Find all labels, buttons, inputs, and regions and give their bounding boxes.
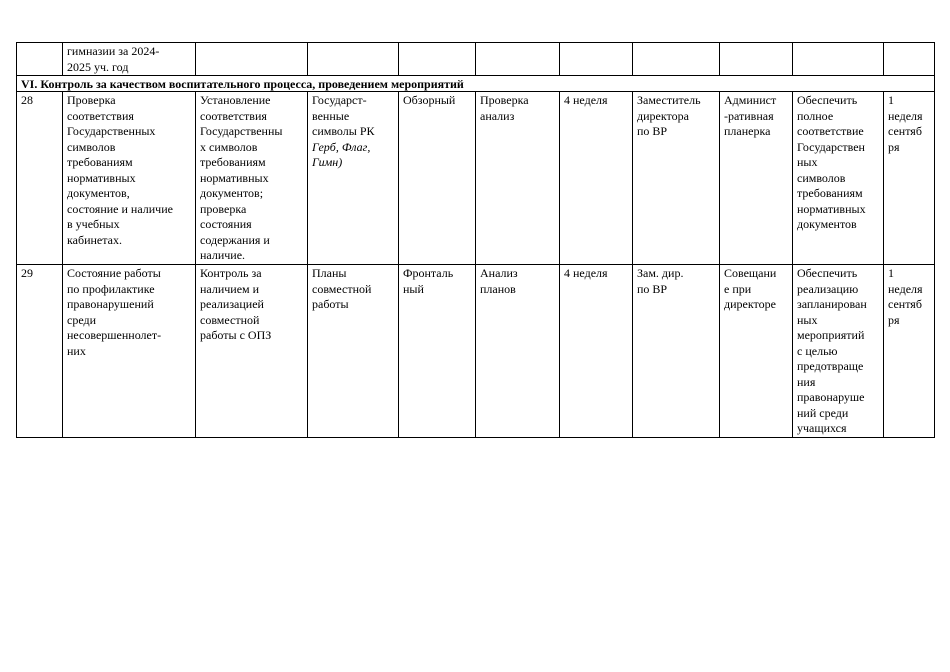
cell-line: Анализ bbox=[480, 266, 518, 280]
cell-line: х символов bbox=[200, 139, 258, 154]
cell-period bbox=[560, 265, 633, 438]
cell-line: директоре bbox=[724, 297, 776, 311]
cell-line: ных bbox=[797, 312, 818, 327]
cell-line: содержания и bbox=[200, 232, 270, 247]
cell-line: Установление bbox=[200, 93, 271, 107]
cell-line: мероприятий bbox=[797, 328, 865, 342]
cell-result bbox=[793, 265, 884, 438]
cell-line: Герб, Флаг, bbox=[312, 139, 371, 154]
cell-line: директора bbox=[637, 108, 689, 123]
cell-line: Обеспечить bbox=[797, 266, 858, 280]
cell-line: ний среди bbox=[797, 405, 849, 420]
cell-line: проверка bbox=[200, 201, 247, 216]
cell-type bbox=[399, 265, 476, 438]
cell-line: кабинетах. bbox=[67, 232, 122, 247]
cell-goal bbox=[196, 265, 308, 438]
cell-responsible bbox=[633, 92, 720, 265]
cell-line: среди bbox=[67, 312, 97, 327]
cell-date bbox=[884, 43, 935, 76]
cell-line: нормативных bbox=[797, 201, 866, 216]
cell-line: символы РК bbox=[312, 124, 375, 138]
cell-subject bbox=[63, 92, 196, 265]
cell-date bbox=[884, 92, 935, 265]
cell-date bbox=[884, 265, 935, 438]
cell-line: предотвраще bbox=[797, 359, 864, 373]
cell-type bbox=[399, 92, 476, 265]
cell-line: 1 bbox=[888, 93, 894, 107]
cell-method bbox=[476, 92, 560, 265]
cell-review bbox=[720, 92, 793, 265]
cell-review bbox=[720, 43, 793, 76]
table-row-28 bbox=[17, 92, 935, 265]
cell-line: Заместитель bbox=[637, 93, 701, 107]
cell-line: Проверка bbox=[480, 93, 529, 107]
cell-line: Совещани bbox=[724, 266, 777, 280]
cell-result bbox=[793, 92, 884, 265]
cell-period bbox=[560, 92, 633, 265]
cell-result bbox=[793, 43, 884, 76]
cell-line: сентяб bbox=[888, 124, 922, 138]
cell-line: 4 неделя bbox=[564, 93, 608, 107]
cell-line: Зам. дир. bbox=[637, 266, 684, 280]
cell-line: наличие. bbox=[200, 248, 246, 262]
cell-line: венные bbox=[312, 108, 350, 123]
cell-line: Обзорный bbox=[403, 93, 456, 107]
cell-line: соответствия bbox=[67, 108, 134, 123]
cell-goal bbox=[196, 92, 308, 265]
object-italic-text bbox=[312, 140, 394, 171]
object-text bbox=[312, 93, 394, 140]
cell-line: Обеспечить bbox=[797, 93, 858, 107]
cell-line: работы с ОПЗ bbox=[200, 328, 272, 342]
cell-num: 28 bbox=[17, 92, 63, 265]
cell-line: 4 неделя bbox=[564, 266, 608, 280]
cell-line: требованиям bbox=[67, 155, 133, 169]
cell-line: документов; bbox=[200, 186, 264, 200]
cell-subject: гимназии за 2024- 2025 уч. год bbox=[63, 43, 196, 76]
cell-line: запланирован bbox=[797, 297, 867, 311]
cell-line: Государственны bbox=[200, 124, 283, 138]
cell-line: ря bbox=[888, 139, 900, 154]
cell-line: Фронталь bbox=[403, 266, 454, 280]
cell-line: неделя bbox=[888, 108, 923, 123]
cell-line: требованиям bbox=[200, 155, 266, 169]
cell-line: Контроль за bbox=[200, 266, 262, 280]
cell-line: требованиям bbox=[797, 186, 863, 200]
cell-line: ных bbox=[797, 155, 818, 169]
cell-subject bbox=[63, 265, 196, 438]
cell-method bbox=[476, 265, 560, 438]
cell-line: Государствен bbox=[797, 139, 865, 154]
cell-line: нормативных bbox=[200, 170, 269, 185]
cell-goal bbox=[196, 43, 308, 76]
cell-line: Планы bbox=[312, 266, 347, 280]
control-plan-table bbox=[16, 42, 935, 438]
cell-line: ный bbox=[403, 281, 424, 296]
cell-line: несовершеннолет- bbox=[67, 328, 162, 342]
cell-line: правонаруше bbox=[797, 390, 865, 404]
cell-line: сентяб bbox=[888, 297, 922, 311]
cell-line: Проверка bbox=[67, 93, 116, 107]
cell-line: с целью bbox=[797, 343, 838, 358]
cell-review bbox=[720, 265, 793, 438]
cell-line: документов, bbox=[67, 186, 130, 200]
cell-line: работы bbox=[312, 297, 349, 311]
cell-line: по ВР bbox=[637, 124, 668, 138]
cell-object bbox=[308, 265, 399, 438]
cell-responsible bbox=[633, 43, 720, 76]
cell-object bbox=[308, 92, 399, 265]
cell-line: символов bbox=[67, 139, 116, 154]
section-title: VI. Контроль за качеством воспитательного процесса, проведением мероприятий bbox=[17, 76, 935, 92]
document-page bbox=[16, 42, 934, 438]
cell-line: Государственных bbox=[67, 124, 156, 138]
cell-line: полное bbox=[797, 108, 834, 123]
cell-line: реализацию bbox=[797, 281, 859, 296]
cell-line: ря bbox=[888, 312, 900, 327]
cell-line: -ративная bbox=[724, 108, 774, 123]
cell-line: анализ bbox=[480, 108, 515, 123]
cell-line: 1 bbox=[888, 266, 894, 280]
cell-num bbox=[17, 43, 63, 76]
table-row-continuation bbox=[17, 43, 935, 76]
cell-line: соответствия bbox=[200, 108, 267, 123]
cell-object bbox=[308, 43, 399, 76]
cell-line: символов bbox=[797, 170, 846, 185]
cell-line: неделя bbox=[888, 281, 923, 296]
cell-line: Государст- bbox=[312, 93, 367, 107]
cell-line: документов bbox=[797, 217, 857, 231]
cell-line: планерка bbox=[724, 124, 771, 138]
cell-line: по профилактике bbox=[67, 281, 155, 296]
cell-line: правонарушений bbox=[67, 297, 154, 311]
cell-line: нормативных bbox=[67, 170, 136, 185]
table-row-29 bbox=[17, 265, 935, 438]
cell-type bbox=[399, 43, 476, 76]
cell-line: учащихся bbox=[797, 421, 847, 435]
cell-line: наличием и bbox=[200, 281, 260, 296]
cell-num: 29 bbox=[17, 265, 63, 438]
section-header-row bbox=[17, 76, 935, 92]
cell-line: Гимн) bbox=[312, 155, 343, 169]
cell-line: реализацией bbox=[200, 297, 264, 311]
cell-line: соответствие bbox=[797, 124, 864, 138]
cell-line: совместной bbox=[200, 312, 260, 327]
cell-period bbox=[560, 43, 633, 76]
cell-line: Админист bbox=[724, 93, 777, 107]
cell-line: Состояние работы bbox=[67, 266, 161, 280]
cell-line: них bbox=[67, 343, 86, 358]
cell-line: состояния bbox=[200, 217, 252, 231]
cell-line: по ВР bbox=[637, 281, 668, 296]
cell-line: состояние и наличие bbox=[67, 201, 173, 216]
cell-line: в учебных bbox=[67, 217, 120, 231]
cell-line: ния bbox=[797, 374, 816, 389]
cell-line: е при bbox=[724, 281, 752, 296]
cell-line: совместной bbox=[312, 281, 372, 296]
cell-responsible bbox=[633, 265, 720, 438]
cell-method bbox=[476, 43, 560, 76]
cell-line: планов bbox=[480, 281, 516, 296]
